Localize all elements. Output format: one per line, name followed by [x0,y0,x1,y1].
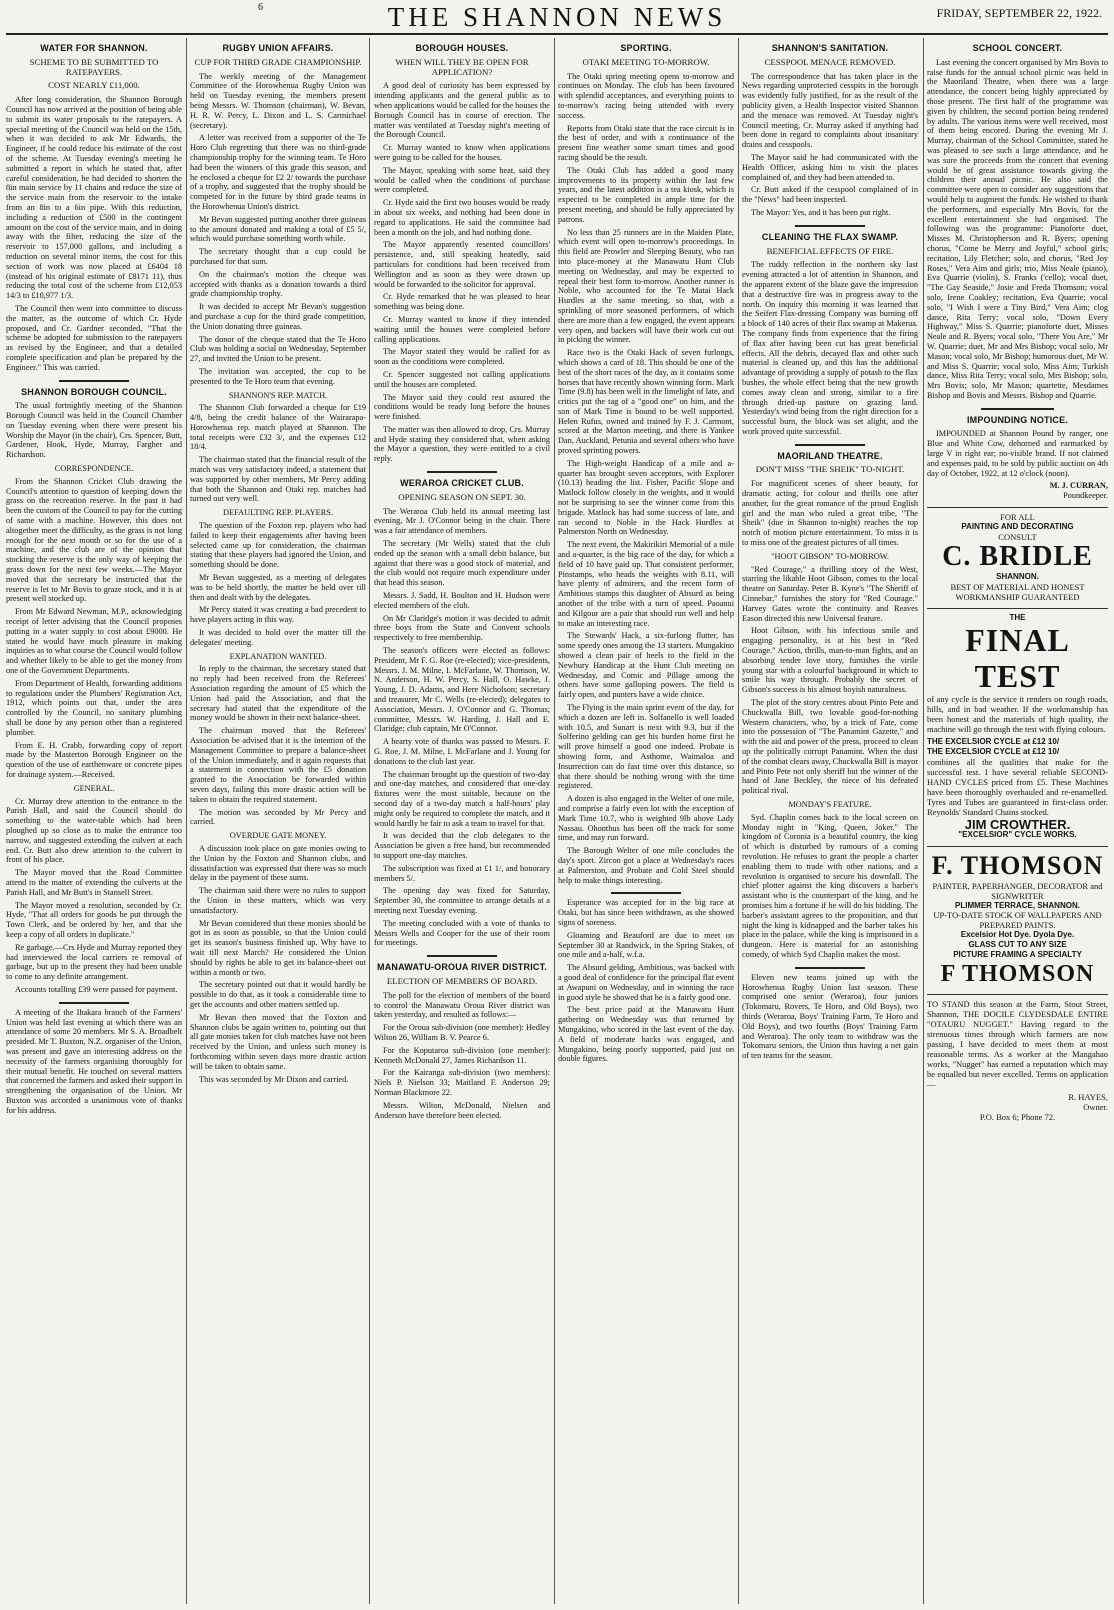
paragraph: The plot of the story centres about Pinto Pete and Chuckwalla Bill, two lovable good-for-nothing Western characters, who, by a trick of Fate, come into the possession of "The Panamint Gazette," and with the aid and power of the press, proceed to clean up the politically corrupt Panamint. When the dust of the combat clears away, Chuckwalla Bill is mayor and Pinto Pete not only sheriff but the winner of the hand of Jane Beckley, the niece of his defeated political rival. [742,698,918,796]
headline: IMPOUNDING NOTICE. [966,414,1069,425]
notice-signature: M. J. CURRAN, [1049,481,1108,491]
ad-line: FOR ALL [1000,512,1035,523]
section-heading: CORRESPONDENCE. [54,464,134,474]
paragraph: The invitation was accepted, the cup to be presented to the Te Horo team that evening. [190,366,366,386]
ad-body: TO STAND this season at the Farm, Stout Street, Shannon, THE DOCILE CLYDESDALE ENTIRE "OTAURU NUGGET." Having regard to the strenuous times through which farmers are now passing, I have decided to meet them at most reasonable terms. As a worker at the Mangahao works, "Nugget" has earned a reputation which may be equalled but never excelled. Terms on application— [927,998,1108,1089]
paragraph: The subscription was fixed at £1 1/, and honorary members 5/. [374,863,550,883]
paragraph: The secretary pointed out that it would hardly be possible to do that, as it took a considerable time to get the accounts and other matters settled up. [190,980,366,1009]
paragraph: From Mr Edward Newman, M.P., acknowledging receipt of letter advising that the Council proposes putting in a water supply to cost about £9000. He stated he would have much pleasure in making inquiries as to what course the Council would follow and whether likely to be able to get the money from one of the Government Departments. [6,607,182,676]
column-divider [369,38,370,1604]
paragraph: A dozen is also engaged in the Welter of one mile, and comprise a fairly even lot with the exception of Mark Time 10.7, who is weighted 9lb above Lady Nassau. Ohonthus has been off the track for some time, and may run forward. [558,794,734,843]
paragraph: The opening day was fixed for Saturday, September 30, the committee to arrange details at a meeting next Tuesday evening. [374,886,550,915]
paragraph: Gloaming and Beauford are due to meet on September 30 at Randwick, in the Spring Stakes, of one mile and a-half, w.f.a. [558,930,734,960]
paragraph: Re garbage.—Crs Hyde and Murray reported they had interviewed the local carriers re removal of garbage, but up to the present they had been unable to come to any definite arrangement. [6,942,182,982]
paragraph: Mr Bevan considered that these monies should be got in as soon as possible, so that the Union could get its season's business finished up. Why have to wait till next March? He considered the Union should by rights be able to get its balance-sheet out within a month or two. [190,918,366,977]
advert-stallion [927,994,1108,1122]
paragraph: The Flying is the main sprint event of the day, for which a dozen are left in. Solfanello is well loaded with 10.5, and Sunart is next with 9.3, but if the Solferino gelding can get his burden home first he will prove himself a good one indeed. Probate is showing form, and Asthome, Waimaloa and Insurrection can do fast time over this distance, so that there should be nothing wrong with the time registered. [558,703,734,791]
headline: SHANNON'S SANITATION. [771,43,889,53]
advert-cycle [927,608,1108,840]
paragraph: Cr. Spencer suggested not calling applications until the houses are completed. [374,369,550,389]
paragraph: In reply to the chairman, the secretary stated that no reply had been received from the Referees' Association regarding the amount of £5 which the Union had paid the Association, and that the secretary had stated that the expenditure of the money would be shown in their next balance-sheet. [190,664,366,723]
paragraph: The Borough Welter of one mile concludes the day's sport. Zircon got a place at Wednesday's races at Palmerston, and Probate and Cold Steel should help to make things interesting. [558,846,734,885]
headline: WERAROA CRICKET CLUB. [400,478,524,489]
ad-name: F THOMSON [940,960,1095,987]
paragraph: After long consideration, the Shannon Borough Council has now arrived at the position of being able to submit its water proposals to the ratepayers. A special meeting of the Council was held on the 15th, when it was decided to ask Mr Edwards, the Engineer, if he could reduce his estimate of the cost of the scheme. At Tuesday evening's meeting he submitted a report in which he stated that, after careful consideration, he had decided to shorten the 8in main service by 11 chains and reduce the size of the service main from the reservoir to the intake from an 8in to a 6in pipe. With this reduction, including a reduction of £500 in the contingent amount on the cost of the service main, and in doing away with the filter, reducing the size of the reservoir to 157,000 gallons, and including a reduction on several minor items, the cost for this section of work was now placed at £6404 18 (instead of his original estimate of £8171 11), thus reducing the total cost of the scheme from £12,053 14/3 to £10,977 1/3. [6,95,182,301]
paragraph: The Otaki Club has added a good many improvements to its property within the last few years, and the latest addition is a tea kiosk, which is expected to be completed in ample time for the present meeting, and should be fully appreciated by patrons. [558,165,734,224]
paragraph: This was seconded by Mr Dixon and carried. [199,1074,349,1084]
paragraph: The weekly meeting of the Management Committee of the Horowhenua Rugby Union was held on Tuesday evening, the members present being Messrs. W. Thomson (chairman), W. Bevan, H. R. W. Percy, L. Dixon and L. S. Carmichael (secretary). [190,71,366,130]
ad-headline: FINAL TEST [965,622,1070,695]
section-heading: MONDAY'S FEATURE. [788,799,872,809]
ad-name: JIM CROWTHER. [964,817,1071,833]
paragraph: No less than 25 runners are in the Maiden Plate, which event will open to-morrow's proceedings. In this field are Prowler and Sleeping Beauty, who ran into place-money at the Manawatu Hunt Club meeting on Wednesday, and may be expected to repeal their best form to-morrow. Another runner is Noble, who accounted for the Te Matai Hack Hurdles at the same meeting, so that, with a sprinkling of more seasoned performers, of which there are more than a few engaged, the event appears very open, and backers will have their work cut out in picking the winner. [558,227,734,345]
paragraph: Mr Bevan suggested, as a meeting of delegates was to be held shortly, the matter be held over till then and dealt with by the delegates. [190,573,366,602]
subheadline: WHEN WILL THEY BE OPEN FOR APPLICATION? [395,56,529,77]
column-3 [374,38,550,1604]
article-separator [981,408,1053,410]
ad-line: SHANNON. [996,571,1039,581]
ad-line: GLASS CUT TO ANY SIZE [968,940,1067,950]
paragraph: For magnificent scenes of sheer beauty, for dramatic acting, for colour and thrills one after another, for the great romance of the proud English girl and the man who ruled a great tribe, "The Sheik" (due in Shannon to-night) reaches the top notch of motion picture entertainment. To miss it is to miss one of the greatest pictures of all times. [742,479,918,548]
article-farmers-union [6,1008,182,1116]
paragraph: The Mayor stated they would be called for as soon as the conditions were completed. [374,347,550,367]
paragraph: The Mayor: Yes, and it has been put right. [751,207,891,217]
paragraph: The motion was seconded by Mr Percy and carried. [190,807,366,827]
paragraph: A hearty vote of thanks was passed to Messrs. F. G. Roe, J. M. Milne, I. McFarlane and J. Young for donations to the club last year. [374,737,550,766]
headline: SPORTING. [620,43,672,53]
headline: WATER FOR SHANNON. [40,43,148,53]
masthead-rule [6,33,1108,35]
paragraph: Syd. Chaplin comes back to the local screen on Monday night in "King, Queen, Joker." The kingdom of Coronia is a beautiful country, the king of which is disturbed by rumours of a coming revolution. He refuses to grant the people a charter enabling them to trade with other nations, and a revolution is organised to secure his downfall. The chief plotter against the king discovers a barber's assistant who is the counterpart of the king, and he promises him a fortune if he will do his bidding. The barber's assistant agrees to the proposition, and that night the king is kidnapped and the barber takes his place in the palace, while the king is imprisoned in a dungeon. Here is material for an astonishing comedy, of which Syd Chaplin makes the most. [742,812,918,959]
paragraph: From the Shannon Cricket Club drawing the Council's attention to question of keeping down the grass on the recreation reserve. In the past it had been the custom of the Council to pay for the cutting of same with a machine. However, this does not altogether meet the difficulty, as the grass is not long enough for the next month or so for the use of a machine, and the club are of the opinion that stocking the reserve is the only way of keeping the grass down for the next few weeks.—The Mayor moved that the secretary be instructed that the reserve is let to Mr Bovis to graze stock, and it is at present well stocked up. [6,476,182,604]
paragraph: On the chairman's motion the cheque was accepted with thanks as a donation towards a third grade championship trophy. [190,269,366,299]
article-separator [795,967,865,969]
article-water-for-shannon [6,44,182,373]
paragraph: It was decided that the club delegates to the Association be given a free hand, but recommended to support one-day matches. [374,831,550,860]
ad-line: Excelsior Hot Dye. Dyola Dye. [960,930,1075,940]
subheadline: CUP FOR THIRD GRADE CHAMPIONSHIP. [194,56,362,67]
advert-bridle [927,507,1108,602]
paragraph: The Mayor said he had communicated with the Health Officer, asking him to visit the places complained of, and they had been attended to. [742,152,918,182]
paragraph: Mr Percy stated it was creating a bad precedent to have players acting in this way. [190,605,366,625]
masthead [0,0,1114,32]
paragraph: The Mayor moved that the Road Committee attend to the matter of extending the culverts at the Parish Hall, and Mr Butt's in Stansell Street. [6,868,182,897]
paragraph: The Stewards' Hack, a six-furlong flutter, has some speedy ones among the 13 starters. Mungakino showed a clean pair of heels to the field in the Newbury Handicap at the Hunt Club meeting on Wednesday, and Comic and Pillage among the others have some galloping powers. The field is fairly open, and punters have a wide choice. [558,631,734,700]
section-heading: "HOOT GIBSON" TO-MORROW. [771,551,889,561]
section-heading: DEFAULTING REP. PLAYERS. [223,508,333,518]
column-5 [742,38,918,1604]
paragraph: For the Kairanga sub-division (two members): Niels P. Nielson 33; Maitland F. Anderson 29; Norman Blackmore 22. [374,1068,550,1097]
paragraph: Mr Bevan suggested putting another three guineas to the amount donated and making a total of £5 5/, which would purchase something worth while. [190,214,366,244]
paragraph: The chairman stated that the financial result of the match was very satisfactory indeed, a statement that was supported by other members, Mr Percy adding that both the Shannon and Otaki rep. matches had turned out very well. [190,455,366,504]
subheadline: DON'T MISS "THE SHEIK" TO-NIGHT. [755,464,905,475]
paragraph: The Shannon Club forwarded a cheque for £19 4/8, being the credit balance of the Wairarapa-Horowhenua rep. match played at Shannon. The total receipts were £32 3/, and the expenses £12 18/4. [190,403,366,452]
paragraph: The correspondence that has taken place in the News regarding unprotected cesspits in the borough was evidently fully justified, for as the result of the publicity given, a Health Inspector visited Shannon and the menace was removed. At Tuesday night's Council meeting, Cr. Murray asked if anything had been done in regard to complaints about insanitary drains and cesspools. [742,71,918,150]
ad-line: P.O. Box 6; Phone 72. [979,1111,1056,1122]
paragraph: Cr. Hyde said the first two houses would be ready in about six weeks, and nothing had been done in regard to applications. He said the committee had been a month on the job, and had nothing done. [374,198,550,237]
paragraph: "Red Courage," a thrilling story of the West, starring the likable Hoot Gibson, comes to the local theatre on Saturday. Peter B. Kyne's "The Sheriff of Cinnebar," furnishes the story for "Red Courage." Harvey Gates wrote the continuity and Reaves Eason directed this new Universal feature. [742,564,918,623]
article-weraroa-cricket [374,479,550,948]
paragraph: Messrs. Wilton, McDonald, Nielsen and Anderson have therefore been elected. [374,1100,550,1120]
paragraph: From Department of Health, forwarding additions to regulations under the Plumbers' Registration Act, 1912, which points out that, under the area controlled by the Council, no sanitary plumbing shall be done by any person other than a registered plumber. [6,678,182,737]
headline: BOROUGH HOUSES. [415,43,509,53]
ad-signature-title: Owner. [1083,1101,1108,1112]
paragraph: A meeting of the Ihakara branch of the Farmers' Union was held last evening at which there was an attendance of some 20 members. Mr S. A. Broadbelt presided. Mr T. Buxton, N.Z. organiser of the Union, was present and gave an interesting address on the necessity of the farmers organising thoroughly for their mutual benefit. He touched on several matters that concerned the farmers and asked their support in strengthening the organisation of the Union. Mr Buxton was accorded a unanimous vote of thanks for his address. [6,1007,182,1115]
impounding-notice [927,416,1108,501]
section-heading: SHANNON'S REP. MATCH. [228,390,328,400]
article-river-district [374,963,550,1120]
advert-thomson [927,846,1108,988]
paragraph: The Otaki spring meeting opens to-morrow and continues on Monday. The club has been favoured with splendid acceptances, and everything points to to-morrow's racing being attended with every success. [558,71,734,120]
paragraph: The season's officers were elected as follows: President, Mr F. G. Roe (re-elected); vice-presidents, Messrs. J. M. Milne, I. McFarlane, W. Thomson, W. N. Anderson, H. W. Percy, S. Hall, O. Hawke, J. Young, J. D. Adams, and Here Nicholson; secretary and treasurer, Mr C. Wells (re-elected); delegates to Association, Messrs. J. O'Connor and G. Thomas; committee, Messrs. W. Harding, J. Hall and E. Claridge; club captain, Mr O'Connor. [374,646,550,734]
paragraph: The meeting concluded with a vote of thanks to Messrs Wells and Cooper for the use of their room for meetings. [374,918,550,948]
ad-body: combines all the qualities that make for the successful test. I have several reliable SECOND-HAND CYCLES priced from £5. These Machines have been thoroughly overhauled and re-enamelled. Tyres and Tubes are guaranteed in first-class order. Reynolds' Standard Chains stocked. [927,757,1108,818]
article-sporting [558,44,734,1064]
subheadline: BENEFICIAL EFFECTS OF FIRE. [766,245,894,256]
paragraph: Cr. Murray wanted to know if they intended waiting until the houses were completed before calling applications. [374,314,550,344]
paragraph: Mr Bevan then moved that the Foxton and Shannon clubs be again written to, pointing out that all gate monies taken for club matches have not been received by the Union, and unless such money is forthcoming within seven days more drastic action will be taken to obtain same. [190,1012,366,1071]
notice-signature-title: Poundkeeper. [1063,491,1108,501]
paragraph: The donor of the cheque stated that the Te Horo Club was holding a social on Wednesday, September 27, and invited the Union to be present. [190,334,366,364]
article-borough-houses [374,44,550,464]
issue-date: FRIDAY, SEPTEMBER 22, 1922. [936,6,1102,20]
article-separator [795,225,865,227]
section-heading: GENERAL. [73,783,115,793]
ad-signature: R. HAYES, [1068,1091,1108,1102]
paragraph: A letter was received from a supporter of the Te Horo Club regretting that there was no third-grade championship trophy for the winning team. Te Horo had been the winners of this grade this season, and he enclosed a cheque for £2 2/ towards the purchase of a trophy, and suggested that the trophy should be competed for in the future by third grade teams in the Horowhenua Union's district. [190,133,366,211]
paragraph: Accounts totalling £39 were passed for payment. [15,984,178,994]
paragraph: The matter was then allowed to drop, Crs. Murray and Hyde stating they considered that, when asking the Mayor a question, they were entitled to a civil reply. [374,424,550,464]
paragraph: The High-weight Handicap of a mile and a-quarter has brought seven acceptors, with Explorer (10.13) heading the list. Fisher, Pacific Slope and Matlock follow closely in the weights, and it would not be surprising to see the winner come from this brigade. Matlock has had some success of late, and ran second to Noble in the Hack Hurdles at Palmerston North on Wednesday. [558,458,734,537]
ad-line: PICTURE FRAMING A SPECIALTY [953,950,1082,960]
article-borough-council [6,388,182,995]
ad-line: "EXCELSIOR" CYCLE WORKS. [958,829,1077,839]
ad-line: PAINTER, PAPERHANGER, DECORATOR and SIGNWRITER [932,880,1103,901]
article-separator [59,1002,129,1004]
article-flax-swamp [742,233,918,437]
column-divider [186,38,187,1604]
paragraph: The Weraroa Club held its annual meeting last evening, Mr J. O'Connor being in the chair. There was a fair attendance of members. [374,506,550,536]
paragraph: On Mr Claridge's motion it was decided to admit three boys from the State and Convent schools respectively to free membership. [374,613,550,643]
paragraph: Cr. Murray drew attention to the entrance to the Parish Hall, and said the Council should do something to the water-table which had been ploughed up so close as to make the entrance too narrow, and suggested extending the culvert at each end. Cr. Butt also drew attention to the culvert in front of his place. [6,796,182,865]
section-heading: EXPLANATION WANTED. [229,651,327,661]
ad-line: THE [1009,612,1026,622]
headline: SHANNON BOROUGH COUNCIL. [21,386,167,397]
ad-line: PAINTING AND DECORATING [961,522,1074,532]
paragraph: It was decided to accept Mr Bevan's suggestion and purchase a cup for the third grade competition, the Union donating three guineas. [190,302,366,331]
paragraph: The Council then went into committee to discuss the matter, as the outcome of which Cr. Hyde proposed, and Cr. Gardner seconded, "That the scheme be adopted for submission to the ratepayers as revised by the Engineer, and that a detailed complete specification and plan be prepared by the Engineer." This was carried. [6,303,182,372]
article-rugby-union [190,44,366,1084]
ad-name: F. THOMSON [931,850,1104,880]
paragraph: The chairman said there were no rules to support the Union in these matters, which was very unsatisfactory. [190,886,366,915]
article-sanitation [742,44,918,218]
headline: SCHOOL CONCERT. [972,43,1063,53]
ad-line: THE EXCELSIOR CYCLE at £12 10/ [927,747,1060,757]
paragraph: The Mayor, speaking with some heat, said they would be called when the conditions of purchase were completed. [374,165,550,195]
paragraph: For the Oroua sub-division (one member): Hedley Wilton 26, William B. V. Pearce 6. [374,1023,550,1042]
paragraph: The chairman moved that the Referees' Association be advised that it is the intention of the Management Committee to prepare a balance-sheet of the Union immediately, and it again requests that a statement in connection with the £5 donation granted to the Association be forwarded within seven days, failing this more drastic action will be taken to obtain the required statement. [190,726,366,804]
column-divider [923,38,924,1604]
paragraph: The Mayor apparently resented councillors' persistence, and, still speaking heatedly, said particulars for conditions had been received from Wellington and as soon as they were drawn up would be forwarded to the solicitor for approval. [374,240,550,289]
paragraph: The chairman brought up the question of two-day and one-day matches, and considered that one-day fixtures were the most suitable, because on the second day of a two-day match a half-hours' play might only be required to complete the match, and it would hardly be fair to ask a team to travel for that. [374,769,550,828]
headline: MAORILAND THEATRE. [777,450,883,461]
page-number: 6 [258,2,263,13]
ad-line: THE EXCELSIOR CYCLE at £12 10/ [927,737,1060,747]
headline: CLEANING THE FLAX SWAMP. [761,231,899,242]
column-6 [927,38,1108,1604]
article-separator [611,892,681,894]
ad-line: PLIMMER TERRACE, SHANNON. [955,900,1080,910]
ad-name: C. BRIDLE [942,540,1093,572]
paragraph: For the Koputaroa sub-division (one member): Kenneth McDonald 27, James Richardson 11. [374,1045,550,1065]
paragraph: The secretary (Mr Wells) stated that the club ended up the season with a small debit balance, but against that there was a good stock of material, and the club would not require much expenditure under that head this season. [374,539,550,588]
paragraph: Cr. Hyde remarked that he was pleased to hear something was being done. [374,292,550,312]
column-2 [190,38,366,1604]
paragraph: A good deal of curiosity has been expressed by intending applicants and the general public as to when applications would be called for the houses the Borough Council has in course of erection. The matter was ventilated at Tuesday night's meeting of the Borough Council. [374,81,550,140]
section-heading: OVERDUE GATE MONEY. [229,831,327,841]
ad-line: BEST OF MATERIAL AND HONEST WORKMANSHIP GUARANTEED [950,581,1085,602]
paragraph: The Absurd gelding, Ambitious, was backed with a good deal of confidence for the principal flat event at Awapuni on Wednesday, and in winning the race in good style he showed that he is a fairly good one. [558,963,734,1002]
ad-line: CONSULT [998,531,1037,542]
subheadline: COST NEARLY £11,000. [48,80,140,91]
article-maoriland-theatre [742,452,918,1061]
headline: RUGBY UNION AFFAIRS. [222,43,334,53]
paragraph: Eleven new teams joined up with the Horowhenua Rugby Union last season. These comprised one senior (Weraroa), four juniors (Tokomaru, Rovers, Te Horo, and Old Boys), two thirds (Weraroa, Boys' Training Farm, Te Horo and Old Boys), and two fourths (Boys' Training Farm and Weraroa). The only team to withdraw was the Tokomaru seniors, the Union thus having a net gain of ten teams for the season. [742,972,918,1061]
paragraph: Cr. Murray wanted to know when applications were going to be called for the houses. [374,143,550,162]
paragraph: The secretary thought that a cup could be purchased for that sum. [190,247,366,266]
column-divider [738,38,739,1604]
paragraph: The usual fortnightly meeting of the Shannon Borough Council was held in the Council Chamber on Tuesday evening when there were present his Worship the Mayor (in the chair), Crs. Spencer, Butt, Gardener, Hook, Hyde, Murray, Fargher and Richardson. [6,401,182,460]
paragraph: A discussion took place on gate monies owing to the Union by the Foxton and Shannon clubs, and dissatisfaction was expressed that there was so much delay in the payment of these sums. [190,843,366,883]
paragraph: It was decided to hold over the matter till the delegates' meeting. [190,628,366,647]
notice-body: IMPOUNDED at Shannon Pound by ranger, one Blue and White Cow, dehorned and earmarked by large V in right ear; no-visible brand. If not claimed and expenses paid, to be sold by public auction on 4th day of October, 1922, at 12 o'clock (noon). [927,429,1108,478]
paragraph: The next event, the Makirikiri Memorial of a mile and a-quarter, is the big race of the day, for which a field of 10 have paid up. That consistent performer, Pinstamps, who heads the weights with 8.11, will have plenty of admirers, and the recent form of Ambitious stamps this daughter of Absurd as being another of the tribe with a turn of speed. Paoanui and Kilgour are a pair that should run well and help to make an interesting race. [558,540,734,628]
paragraph: From E. H. Crabb, forwarding copy of report made by the Masterton Borough Engineer on the question of the use of earthenware or concrete pipes for drainage system.—Received. [6,740,182,779]
headline: MANAWATU-OROUA RIVER DISTRICT. [377,962,547,973]
paragraph: The question of the Foxton rep. players who had failed to keep their engagements after having been selected came up for consideration, the chairman stating that these players had ignored the Union, and something should be done. [190,521,366,570]
newspaper-title: THE SHANNON NEWS [387,2,727,32]
paragraph: Reports from Otaki state that the race circuit is in the best of order, and with a continuance of the present fine weather some smart times and good racing should be the result. [558,123,734,162]
subheadline: OTAKI MEETING TO-MORROW. [582,56,710,67]
paragraph: The ruddy reflection in the northern sky last evening attracted a lot of attention in Shannon, and the apparent extent of the blaze gave the impression that a destructive fire was in progress away to the north. On inquiry this morning it was learned that the Seifert Flax-dressing Company was burning off a block of 140 acres of their flax swamp at Makerua. The company finds from experience that the firing of flax after having been cut has great beneficial effects. All the debris, decayed flax and other such material is cleaned up, and this has the additional advantage of providing a supply of potash to the flax bushes, the whole effect being that the new growth comes away clean and strong, similar to a fire through dried-up pasture on grazing land. Yesterday's wind being from the right direction for a successful burn, the block was set alight, and the work proved quite successful. [742,260,918,436]
article-separator [427,955,497,957]
paragraph: Messrs. J. Sadd, H. Boulton and H. Hudson were elected members of the club. [374,591,550,610]
paragraph: The poll for the election of members of the board to control the Manawatu Oroua River district was taken yesterday, and resulted as follows:— [374,990,550,1020]
column-divider [554,38,555,1604]
article-separator [427,471,497,473]
article-school-concert [927,44,1108,401]
paragraph: The Mayor said they could rest assured the conditions would be ready long before the houses were finished. [374,392,550,422]
ad-body: of any cycle is the service it renders on rough roads, hills, and in bad weather. If the workmanship has been honest and the materials of high quality, the machine will go through the test with flying colours. [927,694,1108,735]
subheadline: SCHEME TO BE SUBMITTED TO RATEPAYERS. [29,56,159,77]
article-separator [795,444,865,446]
paragraph: Last evening the concert organised by Mrs Bovis to raise funds for the annual school picnic was held in the Maoriland Theatre, when there was a large attendance, the concert being highly appreciated by those present. The first half of the programme was given by children, the second portion being rendered by adults. The various items were well received, most of them being encored. During the evening Mr J. Murray, chairman of the School Committee, stated he was pleased to see such a large attendance, and he was sure the proceeds from the concert that evening would be of great assistance towards giving the children their annual picnic. He also said the committee were open to consider any suggestions that would help to augment the funds. He wished to thank the performers, and especially Mrs Bovis, for the excellent entertainment she had organised. The following was the programme: Pianoforte duet, Misses M. Christopherson and R. Byers; opening chorus, "Come be Merry and Joyful," school girls; recitation, Lily Fletcher; solo, and chorus, "Red Joy Roses," Vera Aim and girls; trio, Miss Neale (piano), Eva Quarrie (violin), S. Franks ('cello); vocal duet, "The Gay Seaside," Josie and Freda Thomson; vocal solo, Irene Coakley; recitation, Eva Quarrie; vocal solo, "I Wish I were a Tiny Bird," Vera Aim; clog dance, Rita Terry; vocal solo, "Down Every Highway," Miss S. Quarrie; pianoforte duet, Misses Neale and R. Byers; vocal solo, "There You Are," Mr W. Quarrie; duet, Mr and Mrs Bishop; vocal solo, Mr Mason; vocal solo, Mr Bishop; humorous duet, Mr W. and Miss S. Quarrie; vocal solo, Miss Aim; Turkish dance, Miss Rita Terry; vocal solo, Mrs Bishop; solo, Mrs Bovis; solo, Mr Mason; quartette, Mesdames Bishop and Bovis and Messrs. Bishop and Quarrie. [927,57,1108,400]
article-separator [59,380,129,382]
column-1 [6,38,182,1604]
ad-line: UP-TO-DATE STOCK OF WALLPAPERS AND PREPARED PAINTS. [933,910,1102,931]
subheadline: ELECTION OF MEMBERS OF BOARD. [386,975,538,986]
subheadline: OPENING SEASON ON SEPT. 30. [398,491,526,502]
paragraph: The best price paid at the Manawatu Hunt gathering on Wednesday was that returned by Mungakino, who scored in the last event of the day. A field of moderate hacks was engaged, and Mungakino, being poorly supported, paid just on double figures. [558,1005,734,1064]
paragraph: Hoot Gibson, with his infectious smile and engaging personality, is at his best in "Red Courage." Action, thrills, man-to-man fights, and an absorbing tender love story, furnishes the virile young star with a colourful background in which to smile his way through. Probably the secret of Gibson's success is his almost boyish naturalness. [742,626,918,695]
paragraph: Race two is the Otaki Hack of seven furlongs, which shows a card of 18. This should be one of the best of the short races of the day, as it contains some horses that have recently shown winning form. Mark Time (9.8) has been well in the limelight of late, and critics put the tag of a "good one" on him, and the son of Mark Time is bound to be well supported. Helen Rufus, owned and trained by F. J. Carmont, scored at the Marton meeting, and there is Yankee Dan, Auckland, Petunia and several others who have proved sprinting powers. [558,348,734,456]
paragraph: The Mayor moved a resolution, seconded by Cr. Hyde, "That all orders for goods be put through the Town Clerk, and be ordered by her, and that she keep a copy of all orders in duplicate." [6,900,182,939]
paragraph: Cr. Butt asked if the cesspool complained of in the "News" had been inspected. [742,185,918,205]
paragraph: Esperance was accepted for in the big race at Otaki, but has since been withdrawn, as she showed signs of soreness. [558,898,734,927]
subheadline: CESSPOOL MENACE REMOVED. [764,56,896,67]
column-4 [558,38,734,1604]
